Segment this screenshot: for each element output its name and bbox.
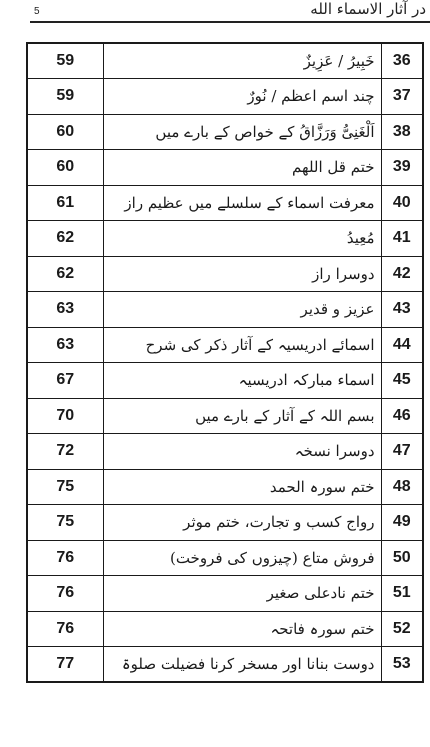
page-number-cell: 76	[27, 576, 103, 612]
chapter-title-cell: دوست بنانا اور مسخر کرنا فضیلت صلوۃ	[103, 647, 381, 683]
page-number: 5	[34, 6, 40, 17]
table-row	[27, 292, 423, 328]
page-number-cell: 62	[27, 221, 103, 257]
chapter-number-cell: 53	[381, 647, 423, 683]
chapter-title-cell: دوسرا نسخہ	[103, 434, 381, 470]
chapter-title-cell: دوسرا راز	[103, 256, 381, 292]
chapter-title-cell: چند اسم اعظم / نُورٌ	[103, 79, 381, 115]
chapter-number-cell: 49	[381, 505, 423, 541]
page-number-cell: 62	[27, 256, 103, 292]
page-number-cell: 72	[27, 434, 103, 470]
table-row	[27, 185, 423, 221]
chapter-title-cell: ختم سورہ الحمد	[103, 469, 381, 505]
table-row	[27, 114, 423, 150]
table-row	[27, 150, 423, 186]
chapter-title-cell: اَلْغَنِیُّ وَرَزَّاقُ کے خواص کے بارے میں	[103, 114, 381, 150]
table-row	[27, 221, 423, 257]
chapter-title-cell: ختم سورہ فاتحہ	[103, 611, 381, 647]
chapter-number-cell: 47	[381, 434, 423, 470]
chapter-title-cell: فروش متاع (چیزوں کی فروخت)	[103, 540, 381, 576]
page-number-cell: 59	[27, 79, 103, 115]
page-number-cell: 60	[27, 150, 103, 186]
table-row	[27, 43, 423, 79]
page-number-cell: 67	[27, 363, 103, 399]
page-number-cell: 63	[27, 292, 103, 328]
page-number-cell: 61	[27, 185, 103, 221]
chapter-number-cell: 42	[381, 256, 423, 292]
chapter-title-cell: خَبِیرُ / عَزِیزٌ	[103, 43, 381, 79]
chapter-number-cell: 38	[381, 114, 423, 150]
toc-body	[27, 43, 423, 682]
chapter-number-cell: 45	[381, 363, 423, 399]
chapter-title-cell: اسماء مبارکہ ادریسیہ	[103, 363, 381, 399]
page-number-cell: 76	[27, 540, 103, 576]
chapter-number-cell: 48	[381, 469, 423, 505]
chapter-title-cell: ختم قل اللهم	[103, 150, 381, 186]
chapter-title-cell: بسم اللہ کے آثار کے بارے میں	[103, 398, 381, 434]
chapter-title-cell: عزیز و قدیر	[103, 292, 381, 328]
chapter-title-cell: رواج کسب و تجارت، ختم موثر	[103, 505, 381, 541]
table-row	[27, 256, 423, 292]
table-row	[27, 505, 423, 541]
chapter-number-cell: 40	[381, 185, 423, 221]
chapter-number-cell: 44	[381, 327, 423, 363]
table-row	[27, 647, 423, 683]
page-number-cell: 76	[27, 611, 103, 647]
chapter-number-cell: 41	[381, 221, 423, 257]
running-title: در آثار الاسماء الله	[310, 0, 426, 18]
page-number-cell: 75	[27, 505, 103, 541]
page-number-cell: 63	[27, 327, 103, 363]
chapter-number-cell: 43	[381, 292, 423, 328]
chapter-title-cell: معرفت اسماء کے سلسلے میں عظیم راز	[103, 185, 381, 221]
table-row	[27, 469, 423, 505]
chapter-number-cell: 50	[381, 540, 423, 576]
chapter-number-cell: 52	[381, 611, 423, 647]
table-of-contents	[26, 42, 424, 683]
chapter-title-cell: ختم نادعلی صغیر	[103, 576, 381, 612]
table-row	[27, 79, 423, 115]
page-header	[0, 0, 430, 26]
table-row	[27, 363, 423, 399]
page-number-cell: 59	[27, 43, 103, 79]
chapter-number-cell: 37	[381, 79, 423, 115]
page-number-cell: 75	[27, 469, 103, 505]
header-rule	[30, 21, 430, 23]
table-row	[27, 327, 423, 363]
table-row	[27, 540, 423, 576]
chapter-title-cell: مُعِیدُ	[103, 221, 381, 257]
page-number-cell: 60	[27, 114, 103, 150]
table-row	[27, 398, 423, 434]
table-row	[27, 434, 423, 470]
page-number-cell: 70	[27, 398, 103, 434]
table-row	[27, 576, 423, 612]
chapter-title-cell: اسمائے ادریسیہ کے آثار ذکر کی شرح	[103, 327, 381, 363]
chapter-number-cell: 51	[381, 576, 423, 612]
page-number-cell: 77	[27, 647, 103, 683]
chapter-number-cell: 46	[381, 398, 423, 434]
chapter-number-cell: 39	[381, 150, 423, 186]
chapter-number-cell: 36	[381, 43, 423, 79]
table-row	[27, 611, 423, 647]
